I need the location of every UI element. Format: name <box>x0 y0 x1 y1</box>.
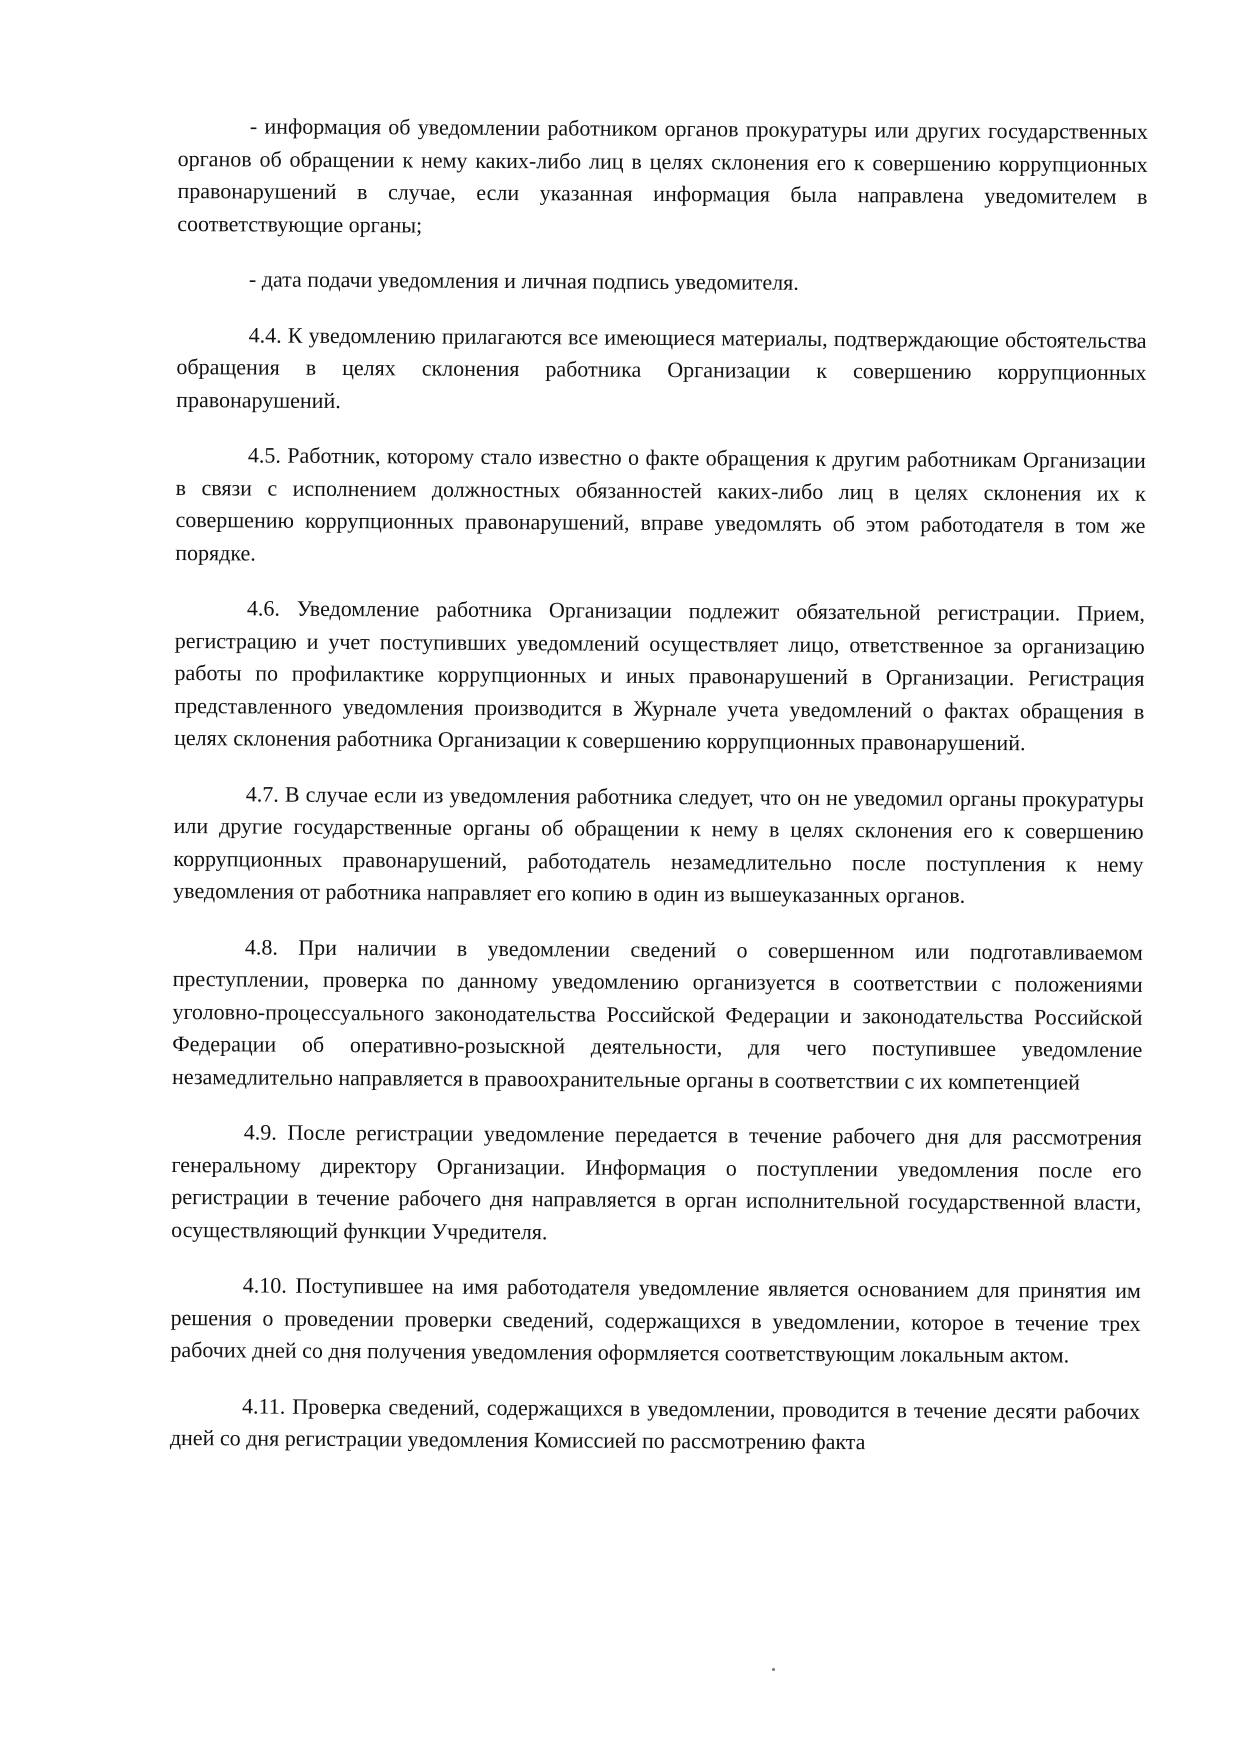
clause-4-9: 4.9. После регистрации уведомление передается в течение рабочего дня для рассмотрения генеральному директору Организации. Информация о поступлении уведомления после его регистрации в течение рабочего дня направляется в орган исполнительной государственной власти, осуществляющий функции Учредителя. <box>171 1119 1142 1244</box>
clause-4-11: 4.11. Проверка сведений, содержащихся в уведомлении, проводится в течение десяти рабочих дней со дня регистрации уведомления Комиссией по рассмотрению факта <box>169 1392 1141 1455</box>
clause-4-8: 4.8. При наличии в уведомлении сведений о совершенном или подготавливаемом преступлении, проверка по данному уведомлению организуется в соответствии с положениями уголовно-процессуального законодательства Российской Федерации и законодательства Российской Федерации об оперативно-розыскной деятельности, для чего поступившее уведомление незамедлительно направляется в правоохранительные органы в соответствии с их компетенцией <box>172 933 1143 1095</box>
bullet-item-notification-info: - информация об уведомлении работником органов прокуратуры или других государственных органов об обращении к нему каких-либо лиц в целях склонения его к совершению коррупционных правонарушений в случае, если указанная информация была направлена уведомителем в соответствующие органы; <box>177 113 1148 237</box>
clause-4-4: 4.4. К уведомлению прилагаются все имеющиеся материалы, подтверждающие обстоятельства обращения в целях склонения работника Организации к совершению коррупционных правонарушений. <box>176 321 1147 413</box>
scan-speck <box>772 1668 775 1671</box>
bullet-item-date-signature: - дата подачи уведомления и личная подпись уведомителя. <box>248 266 799 295</box>
clause-4-7: 4.7. В случае если из уведомления работника следует, что он не уведомил органы прокуратуры или другие государственные органы об обращении к нему в целях склонения его к совершению коррупционных правонарушений, работодатель незамедлительно после поступления к нему уведомления от работника направляет его копию в один из вышеуказанных органов. <box>173 780 1144 908</box>
document-page <box>170 110 1148 1483</box>
clause-4-5: 4.5. Работник, которому стало известно о факте обращения к другим работникам Организации в связи с исполнением должностных обязанностей каких-либо лиц в целях склонения их к совершению коррупционных правонарушений, вправе уведомлять об этом работодателя в том же порядке. <box>175 442 1146 565</box>
clause-4-10: 4.10. Поступившее на имя работодателя уведомление является основанием для принятия им решения о проведении проверки сведений, содержащихся в уведомлении, которое в течение трех рабочих дней со дня получения уведомления оформляется соответствующим локальным актом. <box>170 1272 1141 1368</box>
clause-4-6: 4.6. Уведомление работника Организации подлежит обязательной регистрации. Прием, регистрацию и учет поступивших уведомлений осуществляет лицо, ответственное за организацию работы по профилактике коррупционных и иных правонарушений в Организации. Регистрация представленного уведомления производится в Журнале учета уведомлений о фактах обращения в целях склонения работника Организации к совершению коррупционных правонарушений. <box>174 595 1146 756</box>
